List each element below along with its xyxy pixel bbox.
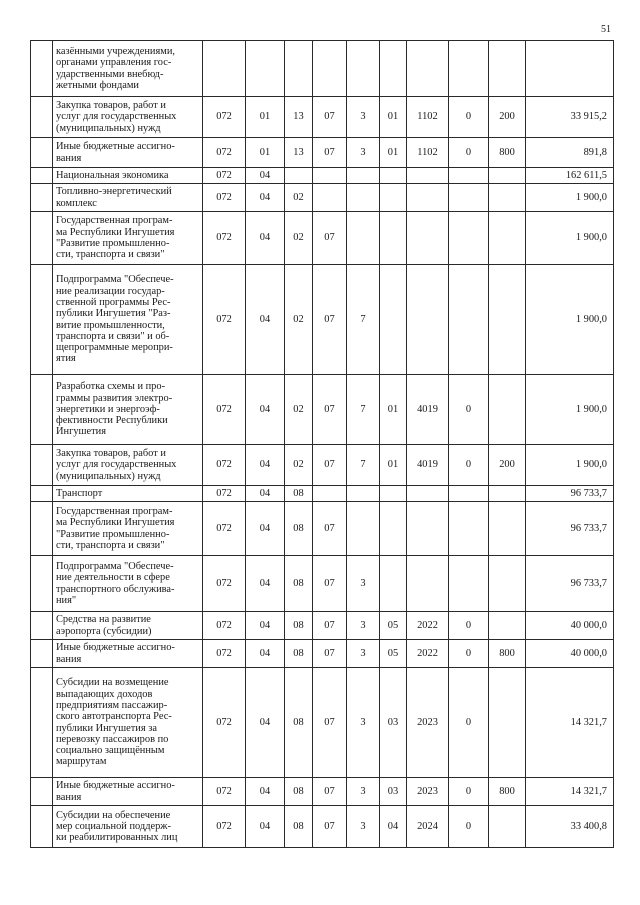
code-cell: 07 [313,375,347,445]
code-cell: 04 [246,778,285,806]
amount-cell: 14 321,7 [526,668,614,778]
code-cell: 04 [246,806,285,848]
code-cell [347,41,380,97]
code-cell: 800 [489,640,526,668]
code-cell: 03 [380,668,407,778]
code-cell: 0 [449,97,489,138]
code-cell: 072 [203,97,246,138]
code-cell [313,184,347,212]
item-name: Подпрограмма "Обеспече- ние деятельности в сфере транспортного обслужива- ния" [53,556,203,612]
item-name: Иные бюджетные ассигно- вания [53,640,203,668]
item-name: Средства на развитие аэропорта (субсидии) [53,612,203,640]
code-cell: 072 [203,138,246,168]
amount-cell: 96 733,7 [526,486,614,502]
row-marker-cell [31,212,53,265]
item-name: Закупка товаров, работ и услуг для государственных (муниципальных) нужд [53,97,203,138]
code-cell: 02 [285,445,313,486]
table-row [31,184,614,212]
code-cell: 02 [285,212,313,265]
code-cell [489,212,526,265]
table-row [31,375,614,445]
code-cell: 01 [246,97,285,138]
code-cell: 01 [380,445,407,486]
code-cell [380,556,407,612]
code-cell: 072 [203,556,246,612]
code-cell [489,612,526,640]
code-cell [285,168,313,184]
code-cell: 04 [246,375,285,445]
code-cell: 072 [203,375,246,445]
code-cell: 08 [285,502,313,556]
code-cell: 2023 [407,668,449,778]
item-name: Топливно-энергетический комплекс [53,184,203,212]
code-cell: 08 [285,668,313,778]
code-cell: 04 [246,184,285,212]
code-cell [407,168,449,184]
code-cell: 04 [246,668,285,778]
code-cell [380,212,407,265]
code-cell: 0 [449,138,489,168]
code-cell [407,556,449,612]
code-cell: 3 [347,97,380,138]
code-cell [347,486,380,502]
item-name: Государственная програм- ма Республики Ингушетия "Развитие промышленно- сти, транспорта и связи" [53,502,203,556]
code-cell: 04 [246,556,285,612]
item-name: Национальная экономика [53,168,203,184]
code-cell: 01 [380,375,407,445]
code-cell [313,41,347,97]
row-marker-cell [31,502,53,556]
code-cell: 072 [203,486,246,502]
code-cell [380,265,407,375]
amount-cell: 33 400,8 [526,806,614,848]
code-cell: 07 [313,640,347,668]
code-cell: 07 [313,778,347,806]
code-cell: 0 [449,375,489,445]
code-cell: 2022 [407,612,449,640]
table-row [31,612,614,640]
code-cell [313,168,347,184]
amount-cell: 40 000,0 [526,640,614,668]
amount-cell: 14 321,7 [526,778,614,806]
row-marker-cell [31,612,53,640]
code-cell [489,556,526,612]
amount-cell: 1 900,0 [526,265,614,375]
code-cell: 04 [246,212,285,265]
code-cell: 02 [285,184,313,212]
code-cell [449,184,489,212]
code-cell: 0 [449,640,489,668]
table-row [31,806,614,848]
code-cell: 2023 [407,778,449,806]
row-marker-cell [31,778,53,806]
code-cell: 072 [203,265,246,375]
row-marker-cell [31,806,53,848]
code-cell [489,375,526,445]
row-marker-cell [31,668,53,778]
code-cell: 072 [203,168,246,184]
code-cell [380,502,407,556]
code-cell: 04 [246,265,285,375]
code-cell: 0 [449,668,489,778]
code-cell: 072 [203,212,246,265]
code-cell: 4019 [407,375,449,445]
code-cell: 07 [313,265,347,375]
code-cell [246,41,285,97]
row-marker-cell [31,97,53,138]
row-marker-cell [31,41,53,97]
code-cell: 072 [203,778,246,806]
code-cell: 072 [203,184,246,212]
table-row [31,778,614,806]
code-cell: 072 [203,612,246,640]
code-cell: 08 [285,486,313,502]
code-cell [489,806,526,848]
code-cell [449,212,489,265]
amount-cell: 1 900,0 [526,184,614,212]
code-cell: 04 [380,806,407,848]
item-name: казёнными учреждениями, органами управления гос- ударственными внебюд- жетными фондами [53,41,203,97]
code-cell [380,184,407,212]
code-cell: 3 [347,640,380,668]
table-row [31,138,614,168]
code-cell: 3 [347,556,380,612]
code-cell [489,168,526,184]
amount-cell: 40 000,0 [526,612,614,640]
item-name: Субсидии на обеспечение мер социальной поддерж- ки реабилитированных лиц [53,806,203,848]
table-row [31,502,614,556]
code-cell [347,184,380,212]
table-row [31,265,614,375]
code-cell: 800 [489,138,526,168]
code-cell: 07 [313,612,347,640]
code-cell [380,486,407,502]
code-cell [489,668,526,778]
row-marker-cell [31,138,53,168]
code-cell [449,41,489,97]
code-cell [489,41,526,97]
code-cell: 08 [285,806,313,848]
code-cell: 7 [347,445,380,486]
item-name: Субсидии на возмещение выпадающих доходов предприятиям пассажир- ского автотранспорта Рес- публики Ингушетия за перевозку пассажиров по социально защищённым маршрутам [53,668,203,778]
code-cell [285,41,313,97]
code-cell: 0 [449,778,489,806]
code-cell: 0 [449,612,489,640]
code-cell: 02 [285,375,313,445]
code-cell: 0 [449,806,489,848]
code-cell: 08 [285,640,313,668]
row-marker-cell [31,184,53,212]
code-cell: 07 [313,668,347,778]
code-cell [489,184,526,212]
code-cell: 04 [246,502,285,556]
amount-cell: 96 733,7 [526,556,614,612]
code-cell: 7 [347,265,380,375]
code-cell [449,556,489,612]
item-name: Государственная програм- ма Республики Ингушетия "Развитие промышленно- сти, транспорта и связи" [53,212,203,265]
code-cell [449,486,489,502]
row-marker-cell [31,265,53,375]
table-row [31,486,614,502]
code-cell: 0 [449,445,489,486]
item-name: Закупка товаров, работ и услуг для государственных (муниципальных) нужд [53,445,203,486]
code-cell: 4019 [407,445,449,486]
table-row [31,556,614,612]
row-marker-cell [31,168,53,184]
item-name: Подпрограмма "Обеспече- ние реализации государ- ственной программы Рес- публики Ингушетия "Раз- витие промышленности, транспорта и связи" и об- щепрограммные меропри- ятия [53,265,203,375]
code-cell: 7 [347,375,380,445]
code-cell: 02 [285,265,313,375]
amount-cell [526,41,614,97]
table-row [31,41,614,97]
code-cell: 05 [380,612,407,640]
code-cell: 03 [380,778,407,806]
code-cell: 07 [313,502,347,556]
budget-table [30,40,614,848]
code-cell [407,212,449,265]
amount-cell: 891,8 [526,138,614,168]
code-cell: 1102 [407,97,449,138]
code-cell: 07 [313,138,347,168]
code-cell [449,265,489,375]
code-cell [407,502,449,556]
row-marker-cell [31,640,53,668]
code-cell: 04 [246,612,285,640]
code-cell: 07 [313,97,347,138]
table-row [31,212,614,265]
row-marker-cell [31,486,53,502]
code-cell: 13 [285,97,313,138]
row-marker-cell [31,556,53,612]
code-cell: 2022 [407,640,449,668]
amount-cell: 1 900,0 [526,445,614,486]
code-cell [407,184,449,212]
code-cell [489,502,526,556]
code-cell: 01 [246,138,285,168]
code-cell [313,486,347,502]
amount-cell: 1 900,0 [526,375,614,445]
code-cell: 800 [489,778,526,806]
item-name: Иные бюджетные ассигно- вания [53,138,203,168]
code-cell [203,41,246,97]
table-row [31,97,614,138]
table-row [31,640,614,668]
code-cell [347,502,380,556]
code-cell: 072 [203,445,246,486]
code-cell [449,168,489,184]
code-cell: 07 [313,556,347,612]
code-cell: 08 [285,556,313,612]
code-cell [380,168,407,184]
code-cell: 04 [246,168,285,184]
code-cell: 2024 [407,806,449,848]
amount-cell: 96 733,7 [526,502,614,556]
code-cell: 3 [347,138,380,168]
code-cell [380,41,407,97]
code-cell: 072 [203,502,246,556]
code-cell: 13 [285,138,313,168]
code-cell: 3 [347,778,380,806]
code-cell: 04 [246,640,285,668]
code-cell: 01 [380,97,407,138]
amount-cell: 162 611,5 [526,168,614,184]
code-cell: 08 [285,612,313,640]
code-cell [407,486,449,502]
table-row [31,668,614,778]
code-cell [347,168,380,184]
code-cell: 3 [347,612,380,640]
row-marker-cell [31,445,53,486]
code-cell: 3 [347,668,380,778]
code-cell [407,265,449,375]
row-marker-cell [31,375,53,445]
code-cell: 07 [313,806,347,848]
amount-cell: 1 900,0 [526,212,614,265]
item-name: Разработка схемы и про- граммы развития электро- энергетики и энергоэф- фективности Республики Ингушетия [53,375,203,445]
code-cell [489,265,526,375]
code-cell: 07 [313,212,347,265]
code-cell: 07 [313,445,347,486]
code-cell [347,212,380,265]
code-cell: 08 [285,778,313,806]
table-row [31,168,614,184]
code-cell: 1102 [407,138,449,168]
code-cell: 072 [203,668,246,778]
code-cell: 200 [489,445,526,486]
item-name: Иные бюджетные ассигно- вания [53,778,203,806]
code-cell: 04 [246,486,285,502]
page-number: 51 [601,24,611,35]
amount-cell: 33 915,2 [526,97,614,138]
code-cell: 01 [380,138,407,168]
code-cell [449,502,489,556]
code-cell: 200 [489,97,526,138]
table-row [31,445,614,486]
code-cell: 04 [246,445,285,486]
code-cell [407,41,449,97]
code-cell [489,486,526,502]
code-cell: 05 [380,640,407,668]
code-cell: 3 [347,806,380,848]
item-name: Транспорт [53,486,203,502]
code-cell: 072 [203,640,246,668]
code-cell: 072 [203,806,246,848]
